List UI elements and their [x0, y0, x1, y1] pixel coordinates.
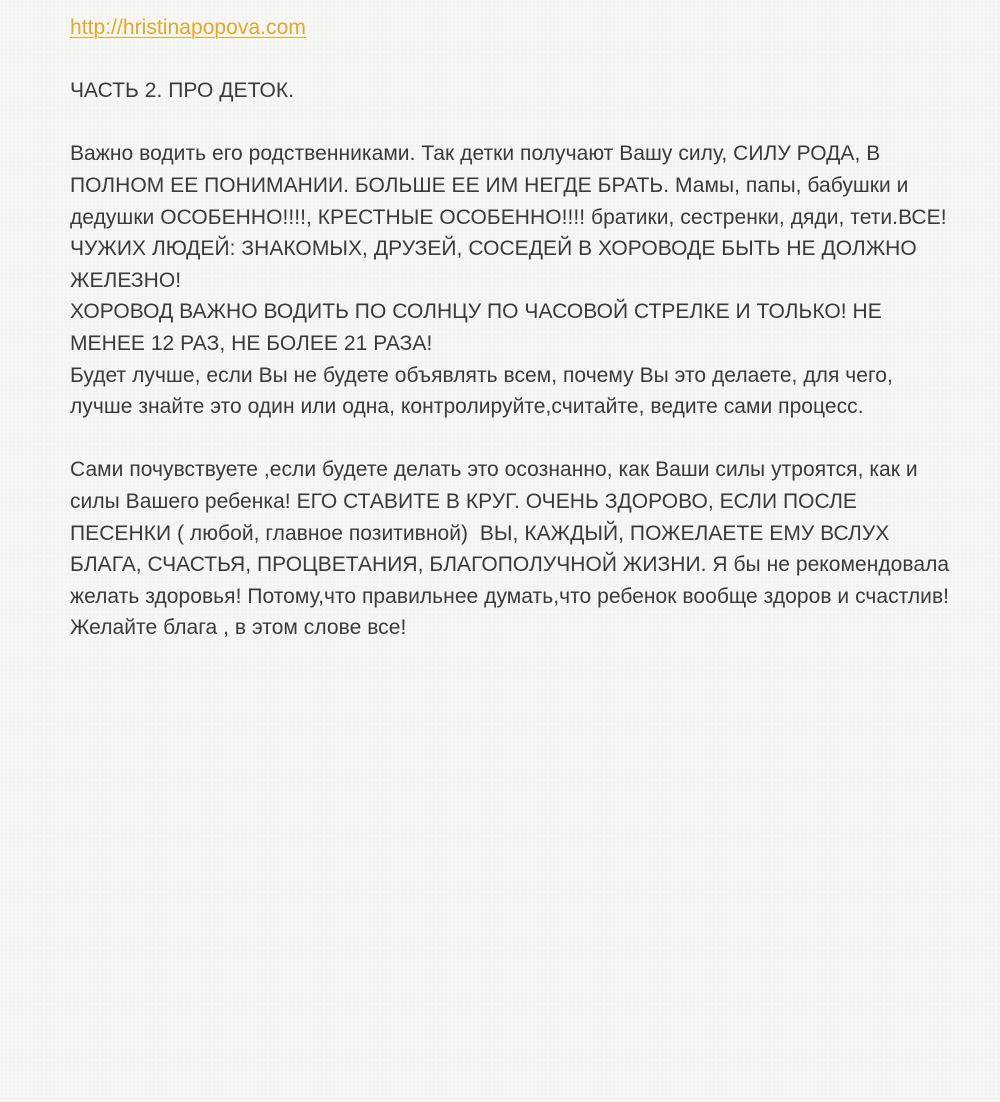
- note-body[interactable]: [70, 12, 956, 644]
- paragraph-advice: Будет лучше, если Вы не будете объявлять всем, почему Вы это делаете, для чего, лучше знайте это один или одна, контролируйте,считайте, ведите сами процесс.: [70, 363, 899, 419]
- blank-line: [70, 107, 950, 139]
- paragraph-relatives: Важно водить его родственниками. Так детки получают Вашу силу, СИЛУ РОДА, В ПОЛНОМ ЕЕ ПОНИМАНИИ. БОЛЬШЕ ЕЕ ИМ НЕГДЕ БРАТЬ. Мамы, папы, бабушки и дедушки ОСОБЕННО!!!!, КРЕСТНЫЕ ОСОБЕННО!!!! братики, сестренки, дяди, тети.ВСЕ!: [70, 142, 947, 229]
- paragraph-wishes: Сами почувствуете ,если будете делать это осознанно, как Ваши силы утроятся, как и силы Вашего ребенка! ЕГО СТАВИТЕ В КРУГ. ОЧЕНЬ ЗДОРОВО, ЕСЛИ ПОСЛЕ ПЕСЕНКИ ( любой, главное позитивной) ВЫ, КАЖДЫЙ, ПОЖЕЛАЕТЕ ЕМУ ВСЛУХ БЛАГА, СЧАСТЬЯ, ПРОЦВЕТАНИЯ, БЛАГОПОЛУЧНОЙ ЖИЗНИ. Я бы не рекомендовала желать здоровья! Потому,что правильнее думать,что ребенок вообще здоров и счастлив! Желайте блага , в этом слове все!: [70, 458, 956, 640]
- blank-line: [70, 44, 950, 76]
- blank-line: [70, 423, 950, 455]
- website-link-line: [70, 12, 950, 44]
- website-link[interactable]: http://hristinapopova.com: [70, 16, 306, 39]
- paragraph-strangers: ЧУЖИХ ЛЮДЕЙ: ЗНАКОМЫХ, ДРУЗЕЙ, СОСЕДЕЙ В ХОРОВОДЕ БЫТЬ НЕ ДОЛЖНО ЖЕЛЕЗНО!: [70, 237, 923, 292]
- part-heading: ЧАСТЬ 2. ПРО ДЕТОК.: [70, 79, 295, 103]
- paragraph-direction: ХОРОВОД ВАЖНО ВОДИТЬ ПО СОЛНЦУ ПО ЧАСОВОЙ СТРЕЛКЕ И ТОЛЬКО! НЕ МЕНЕЕ 12 РАЗ, НЕ БОЛЕЕ 21 РАЗА!: [70, 300, 888, 355]
